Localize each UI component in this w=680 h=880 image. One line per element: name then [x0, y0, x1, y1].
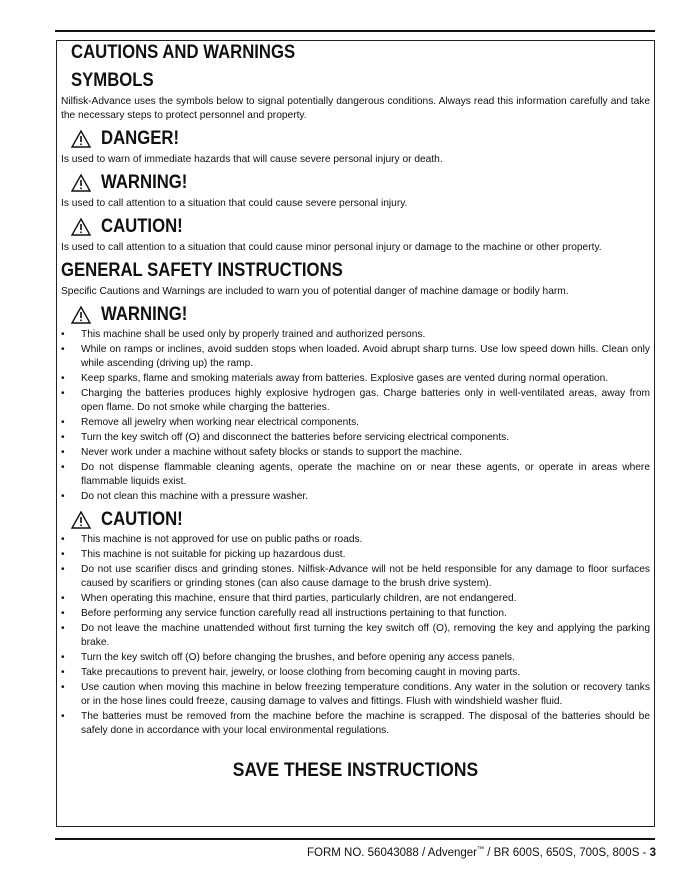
footer-models: / BR 600S, 650S, 700S, 800S -	[484, 846, 650, 859]
list-item: • Do not clean this machine with a pressure washer.	[61, 491, 309, 502]
general-safety-intro: Specific Cautions and Warnings are included to warn you of potential danger of machine damage or bodily harm.	[61, 286, 569, 297]
warning-label: WARNING!	[101, 172, 188, 193]
list-item: • Keep sparks, flame and smoking materials away from batteries. Explosive gases are vented during normal operation.	[61, 373, 609, 384]
list-item: • Turn the key switch off (O) before changing the brushes, and before opening any access panels.	[61, 652, 515, 663]
list-item: • This machine shall be used only by properly trained and authorized persons.	[61, 329, 426, 340]
caution-signal	[71, 215, 650, 239]
page-number: 3	[649, 846, 656, 859]
list-item: • Do not use scarifier discs and grinding stones. Nilfisk-Advance will not be held responsible for any damage to floor surfaces caused by scarifiers or grinding stones (can also cause damage to the brush drive system).	[61, 564, 650, 589]
warning-triangle-icon	[71, 174, 91, 192]
list-item: • Charging the batteries produces highly explosive hydrogen gas. Charge batteries only in well-ventilated areas, away from open flame. Do not smoke while charging the batteries.	[61, 388, 650, 413]
list-item: • While on ramps or inclines, avoid sudden stops when loaded. Avoid abrupt sharp turns. Use low speed down hills. Clean only while ascending (driving up) the ramp.	[61, 344, 650, 369]
danger-text: Is used to warn of immediate hazards that will cause severe personal injury or death.	[61, 154, 443, 165]
list-item: • Before performing any service function carefully read all instructions pertaining to that function.	[61, 608, 507, 619]
list-item: • Do not leave the machine unattended without first turning the key switch off (O), removing the key and applying the parking brake.	[61, 623, 650, 648]
cautions-heading: CAUTIONS AND WARNINGS	[71, 42, 296, 63]
warning-triangle-icon	[71, 130, 91, 148]
warning-signal	[71, 171, 650, 195]
footer-form-number: FORM NO. 56043088 / Advenger	[306, 846, 478, 859]
page-footer	[307, 846, 656, 859]
top-rule	[55, 30, 655, 32]
danger-label: DANGER!	[101, 128, 180, 149]
list-item: • This machine is not suitable for picking up hazardous dust.	[61, 549, 346, 560]
list-item: • Never work under a machine without safety blocks or stands to support the machine.	[61, 447, 463, 458]
list-item: • Use caution when moving this machine in below freezing temperature conditions. Any water in the solution or recovery tanks or in the hose lines could freeze, causing damage to valves and fittings. Flush with windshield washer fluid.	[61, 682, 650, 707]
caution-list-label: CAUTION!	[101, 509, 183, 530]
caution-list	[61, 533, 650, 738]
symbols-intro: Nilfisk-Advance uses the symbols below to signal potentially dangerous conditions. Always read this information carefully and take the necessary steps to protect personnel and property.	[61, 96, 650, 121]
list-item: • Remove all jewelry when working near electrical components.	[61, 417, 360, 428]
danger-signal	[71, 127, 650, 151]
bottom-rule	[55, 838, 655, 840]
footer-trademark: ™	[477, 846, 485, 853]
list-item: • Turn the key switch off (O) and disconnect the batteries before servicing electrical components.	[61, 432, 510, 443]
list-item: • When operating this machine, ensure that third parties, particularly children, are not endangered.	[61, 593, 517, 604]
list-item: • Do not dispense flammable cleaning agents, operate the machine on or near these agents, or operate in areas where flammable liquids exist.	[61, 462, 650, 487]
warning-list-signal	[71, 303, 650, 327]
symbols-heading: SYMBOLS	[71, 70, 154, 91]
list-item: • This machine is not approved for use on public paths or roads.	[61, 534, 363, 545]
list-item: • Take precautions to prevent hair, jewelry, or loose clothing from becoming caught in moving parts.	[61, 667, 521, 678]
save-instructions: SAVE THESE INSTRUCTIONS	[232, 760, 479, 781]
caution-label: CAUTION!	[101, 216, 183, 237]
caution-list-signal	[71, 508, 650, 532]
warning-text: Is used to call attention to a situation that could cause severe personal injury.	[61, 198, 408, 209]
list-item: • The batteries must be removed from the machine before the machine is scrapped. The disposal of the batteries should be safely done in accordance with your local environmental regulations.	[61, 711, 650, 736]
warning-triangle-icon	[71, 511, 91, 529]
warning-triangle-icon	[71, 218, 91, 236]
warning-list	[61, 328, 650, 504]
general-safety-heading: GENERAL SAFETY INSTRUCTIONS	[61, 260, 343, 281]
warning-list-label: WARNING!	[101, 304, 188, 325]
safety-frame	[56, 40, 655, 827]
caution-text: Is used to call attention to a situation that could cause minor personal injury or damage to the machine or other property.	[61, 242, 602, 253]
warning-triangle-icon	[71, 306, 91, 324]
